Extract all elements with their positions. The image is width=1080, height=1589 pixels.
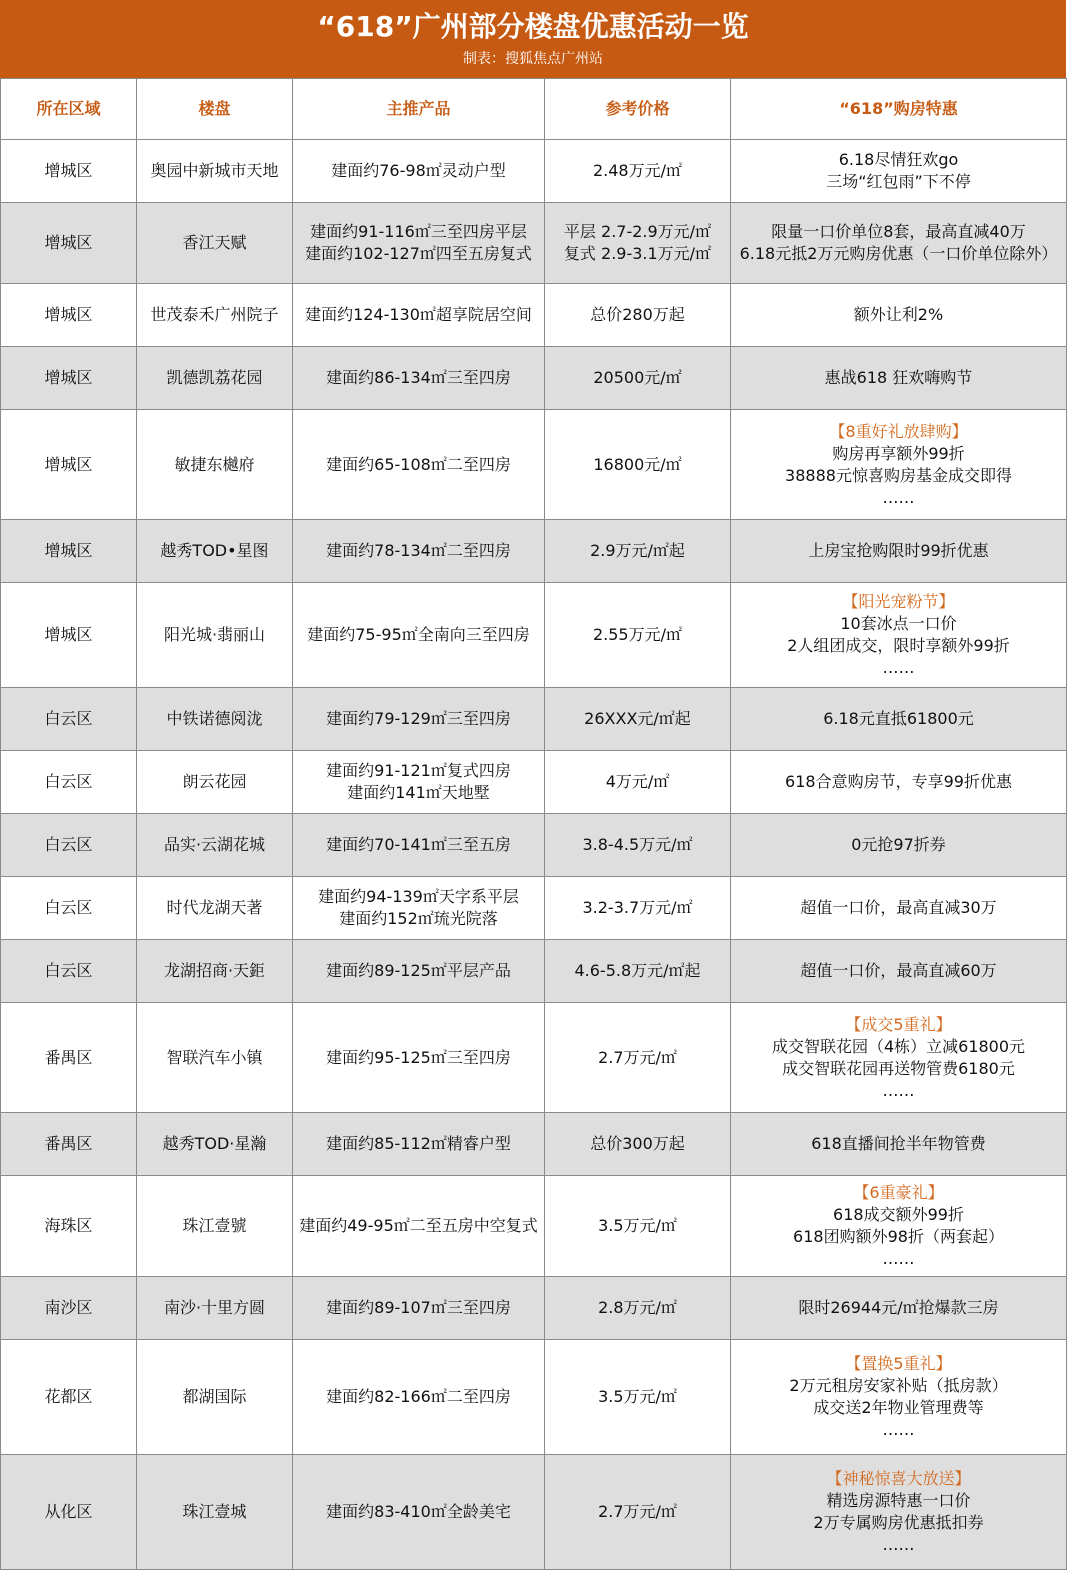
offer-line: 上房宝抢购限时99折优惠: [808, 541, 989, 560]
cell-product: [293, 1455, 545, 1570]
cell-area: [1, 347, 137, 410]
cell-offer: [731, 751, 1067, 814]
cell-price: [545, 1340, 731, 1455]
table-row: [1, 814, 1067, 877]
cell-area: [1, 814, 137, 877]
cell-offer: [731, 814, 1067, 877]
cell-product: [293, 1340, 545, 1455]
cell-area: [1, 1176, 137, 1277]
table-row: [1, 583, 1067, 688]
product-line: 建面约65-108㎡二至四房: [326, 454, 511, 474]
area-text: 白云区: [44, 709, 93, 728]
product-line: 建面约82-166㎡二至四房: [326, 1387, 511, 1406]
product-line: 建面约79-129㎡三至四房: [326, 709, 511, 728]
product-line: 建面约78-134㎡二至四房: [326, 541, 511, 560]
offer-line: 2万元租房安家补贴（抵房款）: [789, 1376, 1008, 1395]
area-text: 增城区: [44, 541, 93, 560]
cell-project: [137, 1277, 293, 1340]
cell-price: [545, 1277, 731, 1340]
price-line: 复式 2.9-3.1万元/㎡: [563, 244, 712, 263]
area-text: 白云区: [44, 961, 93, 980]
offer-line: ……: [882, 487, 915, 507]
cell-product: [293, 1003, 545, 1113]
product-line: 建面约124-130㎡超享院居空间: [305, 305, 532, 324]
offer-line: 2万专属购房优惠抵扣券: [813, 1513, 984, 1532]
table-header-row: [1, 79, 1067, 140]
product-line: 建面约89-107㎡三至四房: [326, 1298, 511, 1317]
area-text: 增城区: [44, 305, 93, 324]
offer-title: 【阳光宠粉节】: [842, 592, 955, 611]
project-name: 珠江壹號: [182, 1216, 247, 1235]
cell-area: [1, 940, 137, 1003]
price-line: 2.9万元/㎡起: [590, 541, 685, 560]
cell-project: [137, 940, 293, 1003]
offer-line: 成交智联花园再送物管费6180元: [782, 1058, 1015, 1078]
table-row: [1, 284, 1067, 347]
cell-project: [137, 410, 293, 520]
area-text: 白云区: [44, 898, 93, 917]
offer-line: 精选房源特惠一口价: [826, 1491, 971, 1510]
area-text: 增城区: [44, 161, 93, 180]
cell-price: [545, 940, 731, 1003]
cell-offer: [731, 520, 1067, 583]
title-bar: [0, 0, 1066, 78]
cell-price: [545, 284, 731, 347]
cell-area: [1, 583, 137, 688]
cell-product: [293, 140, 545, 203]
project-name: 中铁诺德阅泷: [166, 709, 263, 728]
cell-offer: [731, 140, 1067, 203]
cell-project: [137, 347, 293, 410]
cell-price: [545, 410, 731, 520]
cell-area: [1, 410, 137, 520]
table-row: [1, 688, 1067, 751]
product-line: 建面约85-112㎡精睿户型: [326, 1134, 511, 1153]
table-row: [1, 1277, 1067, 1340]
product-line: 建面约83-410㎡全龄美宅: [326, 1502, 511, 1521]
offer-line: 额外让利2%: [853, 305, 944, 324]
offer-line: ……: [882, 1080, 915, 1100]
offer-title: 【神秘惊喜大放送】: [826, 1469, 971, 1488]
column-header-area: 所在区域: [1, 79, 137, 140]
cell-product: [293, 1277, 545, 1340]
area-text: 花都区: [44, 1387, 93, 1406]
cell-offer: [731, 688, 1067, 751]
price-line: 20500元/㎡: [593, 368, 682, 387]
table-row: [1, 751, 1067, 814]
offer-line: 618成交额外99折: [833, 1205, 964, 1224]
cell-offer: [731, 203, 1067, 284]
cell-area: [1, 751, 137, 814]
price-line: 2.8万元/㎡: [598, 1298, 677, 1317]
price-line: 26XXX元/㎡起: [584, 709, 691, 728]
price-line: 4.6-5.8万元/㎡起: [574, 961, 701, 980]
cell-project: [137, 688, 293, 751]
offer-line: 38888元惊喜购房基金成交即得: [785, 465, 1012, 485]
offer-line: 618团购额外98折（两套起）: [793, 1227, 1004, 1246]
cell-area: [1, 520, 137, 583]
offer-line: 2人组团成交，限时享额外99折: [787, 636, 1010, 655]
project-name: 阳光城·翡丽山: [163, 625, 266, 644]
product-line: 建面约141㎡天地墅: [347, 783, 490, 802]
table-row: [1, 1455, 1067, 1570]
cell-product: [293, 877, 545, 940]
cell-price: [545, 1003, 731, 1113]
table-row: [1, 1176, 1067, 1277]
table-row: [1, 140, 1067, 203]
promo-table: [0, 78, 1067, 1570]
product-line: 建面约94-139㎡天字系平层: [318, 887, 519, 906]
cell-price: [545, 520, 731, 583]
cell-project: [137, 583, 293, 688]
offer-line: 惠战618 狂欢嗨购节: [824, 368, 973, 387]
cell-project: [137, 203, 293, 284]
cell-price: [545, 877, 731, 940]
offer-line: ……: [882, 1420, 915, 1439]
cell-product: [293, 410, 545, 520]
cell-project: [137, 140, 293, 203]
offer-line: 0元抢97折券: [851, 835, 946, 854]
cell-price: [545, 814, 731, 877]
column-header-project: 楼盘: [137, 79, 293, 140]
project-name: 奥园中新城市天地: [150, 161, 279, 180]
product-line: 建面约91-116㎡三至四房平层: [310, 222, 527, 241]
offer-line: 10套冰点一口价: [840, 614, 957, 633]
cell-price: [545, 583, 731, 688]
area-text: 南沙区: [44, 1298, 93, 1317]
cell-price: [545, 203, 731, 284]
offer-line: 6.18元抵2万元购房优惠（一口价单位除外）: [739, 244, 1058, 263]
cell-product: [293, 1176, 545, 1277]
cell-offer: [731, 1277, 1067, 1340]
cell-product: [293, 203, 545, 284]
offer-line: 超值一口价，最高直减60万: [800, 961, 997, 980]
price-line: 3.2-3.7万元/㎡: [582, 898, 693, 917]
cell-offer: [731, 347, 1067, 410]
cell-product: [293, 583, 545, 688]
table-row: [1, 940, 1067, 1003]
project-name: 珠江壹城: [182, 1502, 247, 1521]
cell-offer: [731, 1176, 1067, 1277]
project-name: 凯德凯荔花园: [166, 368, 263, 387]
project-name: 龙湖招商·天鉅: [163, 961, 266, 980]
cell-price: [545, 347, 731, 410]
product-line: 建面约86-134㎡三至四房: [326, 368, 511, 387]
product-line: 建面约102-127㎡四至五房复式: [305, 244, 532, 263]
cell-project: [137, 877, 293, 940]
price-line: 4万元/㎡: [605, 772, 670, 791]
area-text: 增城区: [44, 233, 93, 252]
cell-offer: [731, 284, 1067, 347]
project-name: 越秀TOD·星瀚: [162, 1134, 267, 1153]
price-line: 平层 2.7-2.9万元/㎡: [563, 222, 712, 241]
price-line: 2.7万元/㎡: [598, 1047, 677, 1067]
cell-product: [293, 940, 545, 1003]
product-line: 建面约89-125㎡平层产品: [326, 961, 511, 980]
area-text: 增城区: [44, 454, 93, 474]
page-subtitle: 制表：搜狐焦点广州站: [463, 51, 603, 67]
cell-area: [1, 140, 137, 203]
offer-line: 购房再享额外99折: [832, 443, 965, 463]
page-title: “618”广州部分楼盘优惠活动一览: [317, 10, 749, 43]
offer-line: ……: [882, 1535, 915, 1554]
area-text: 增城区: [44, 625, 93, 644]
cell-price: [545, 1455, 731, 1570]
cell-area: [1, 1277, 137, 1340]
cell-product: [293, 284, 545, 347]
cell-product: [293, 520, 545, 583]
cell-project: [137, 1003, 293, 1113]
table-row: [1, 1003, 1067, 1113]
table-row: [1, 1113, 1067, 1176]
cell-price: [545, 751, 731, 814]
project-name: 越秀TOD•星图: [160, 541, 269, 560]
cell-project: [137, 814, 293, 877]
price-line: 2.55万元/㎡: [592, 625, 683, 644]
offer-line: 限时26944元/㎡抢爆款三房: [798, 1298, 999, 1317]
area-text: 白云区: [44, 835, 93, 854]
project-name: 时代龙湖天著: [166, 898, 263, 917]
product-line: 建面约95-125㎡三至四房: [326, 1047, 511, 1067]
offer-title: 【6重豪礼】: [853, 1183, 944, 1202]
product-line: 建面约76-98㎡灵动户型: [331, 161, 506, 180]
price-line: 总价280万起: [590, 305, 685, 324]
area-text: 增城区: [44, 368, 93, 387]
cell-project: [137, 520, 293, 583]
price-line: 3.5万元/㎡: [598, 1387, 677, 1406]
offer-line: 成交送2年物业管理费等: [813, 1398, 984, 1417]
table-body: [1, 140, 1067, 1570]
cell-offer: [731, 940, 1067, 1003]
price-line: 2.48万元/㎡: [592, 161, 683, 180]
offer-line: ……: [882, 1249, 915, 1268]
product-line: 建面约91-121㎡复式四房: [326, 761, 511, 780]
cell-area: [1, 1003, 137, 1113]
cell-product: [293, 814, 545, 877]
cell-area: [1, 877, 137, 940]
cell-offer: [731, 583, 1067, 688]
project-name: 都湖国际: [182, 1387, 247, 1406]
area-text: 海珠区: [44, 1216, 93, 1235]
offer-title: 【成交5重礼】: [845, 1014, 952, 1034]
product-line: 建面约152㎡琉光院落: [339, 909, 498, 928]
offer-line: ……: [882, 658, 915, 677]
area-text: 番禺区: [44, 1047, 93, 1067]
cell-project: [137, 1455, 293, 1570]
table-row: [1, 877, 1067, 940]
cell-project: [137, 284, 293, 347]
offer-line: 618合意购房节，专享99折优惠: [785, 772, 1012, 791]
offer-line: 6.18元直抵61800元: [823, 709, 974, 728]
cell-area: [1, 284, 137, 347]
cell-offer: [731, 1113, 1067, 1176]
cell-price: [545, 1113, 731, 1176]
project-name: 南沙·十里方圆: [163, 1298, 266, 1317]
cell-product: [293, 347, 545, 410]
cell-price: [545, 1176, 731, 1277]
cell-project: [137, 1176, 293, 1277]
project-name: 智联汽车小镇: [166, 1047, 263, 1067]
price-line: 3.8-4.5万元/㎡: [582, 835, 693, 854]
column-header-product: 主推产品: [293, 79, 545, 140]
offer-line: 限量一口价单位8套，最高直减40万: [771, 222, 1026, 241]
column-header-price: 参考价格: [545, 79, 731, 140]
cell-offer: [731, 1455, 1067, 1570]
project-name: 品实·云湖花城: [163, 835, 266, 854]
product-line: 建面约49-95㎡二至五房中空复式: [299, 1216, 538, 1235]
cell-project: [137, 751, 293, 814]
table-row: [1, 203, 1067, 284]
price-line: 2.7万元/㎡: [598, 1502, 677, 1521]
price-line: 16800元/㎡: [593, 454, 682, 474]
table-row: [1, 1340, 1067, 1455]
table-row: [1, 520, 1067, 583]
project-name: 香江天赋: [182, 233, 247, 252]
area-text: 番禺区: [44, 1134, 93, 1153]
column-header-offer: “618”购房特惠: [731, 79, 1067, 140]
cell-offer: [731, 1003, 1067, 1113]
cell-price: [545, 140, 731, 203]
cell-offer: [731, 410, 1067, 520]
project-name: 朗云花园: [182, 772, 247, 791]
cell-area: [1, 203, 137, 284]
project-name: 世茂泰禾广州院子: [150, 305, 279, 324]
table-row: [1, 347, 1067, 410]
cell-area: [1, 1113, 137, 1176]
cell-project: [137, 1113, 293, 1176]
cell-product: [293, 751, 545, 814]
product-line: 建面约75-95㎡全南向三至四房: [307, 625, 530, 644]
offer-line: 成交智联花园（4栋）立减61800元: [771, 1036, 1026, 1056]
cell-area: [1, 688, 137, 751]
offer-line: 6.18尽情狂欢go: [838, 150, 959, 169]
cell-offer: [731, 1340, 1067, 1455]
price-line: 3.5万元/㎡: [598, 1216, 677, 1235]
cell-area: [1, 1455, 137, 1570]
cell-product: [293, 1113, 545, 1176]
offer-line: 618直播间抢半年物管费: [811, 1134, 986, 1153]
cell-product: [293, 688, 545, 751]
cell-offer: [731, 877, 1067, 940]
offer-title: 【置换5重礼】: [845, 1354, 952, 1373]
project-name: 敏捷东樾府: [174, 454, 255, 474]
offer-line: 三场“红包雨”下不停: [826, 172, 971, 191]
offer-title: 【8重好礼放肆购】: [829, 421, 968, 441]
cell-price: [545, 688, 731, 751]
offer-line: 超值一口价，最高直减30万: [800, 898, 997, 917]
area-text: 从化区: [44, 1502, 93, 1521]
product-line: 建面约70-141㎡三至五房: [326, 835, 511, 854]
cell-project: [137, 1340, 293, 1455]
table-row: [1, 410, 1067, 520]
area-text: 白云区: [44, 772, 93, 791]
price-line: 总价300万起: [590, 1134, 685, 1153]
cell-area: [1, 1340, 137, 1455]
